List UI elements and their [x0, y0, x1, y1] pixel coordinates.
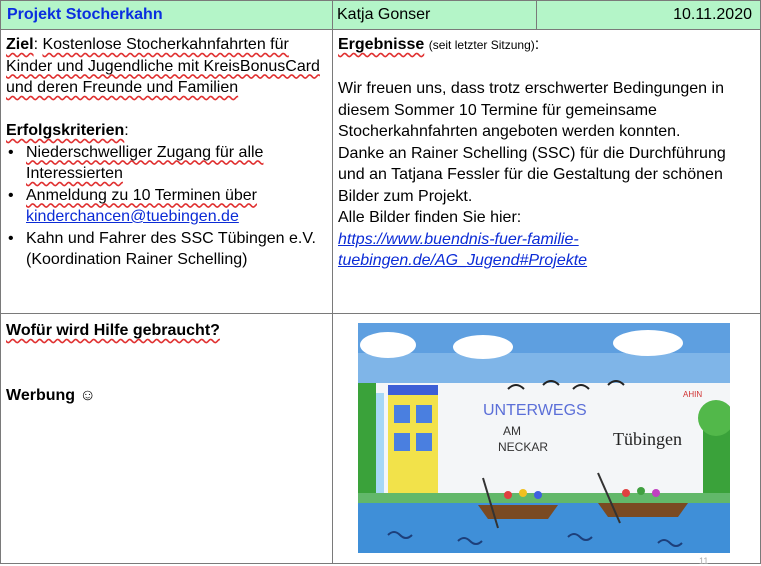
header-row: [1, 1, 761, 30]
project-title: Projekt Stocherkahn: [1, 1, 333, 30]
date: 10.11.2020: [537, 1, 761, 30]
author-name: Katja Gonser: [333, 1, 537, 30]
artwork-wrapper: [333, 314, 760, 553]
cloud-icon: [613, 330, 683, 356]
results-heading: Ergebnisse (seit letzter Sitzung):: [338, 36, 540, 53]
painting-text-1: UNTERWEGS: [483, 402, 587, 419]
goal-cell: [1, 30, 333, 314]
results-paragraph-2: Danke an Rainer Schelling (SSC) für die Durchführung und an Tatjana Fessler für die Gestaltung der schönen Bilder zum Projekt.: [338, 144, 726, 205]
list-item: • Niederschwelliger Zugang für alle Interessierten: [6, 142, 328, 185]
criteria-list: [6, 142, 328, 271]
criteria-label: Erfolgskriterien: [6, 122, 125, 139]
painting-text-2: AM: [503, 424, 521, 438]
results-paragraph-1: Wir freuen uns, dass trotz erschwerter Bedingungen in diesem Sommer 10 Termine für gemeinsame Stocherkahnfahrten angeboten werden konnten.: [338, 80, 724, 140]
content-row: [1, 30, 761, 314]
gallery-link[interactable]: https://www.buendnis-fuer-familie-tuebingen.de/AG_Jugend#Projekte: [338, 230, 588, 269]
painting-svg: [358, 323, 730, 553]
list-item: • Anmeldung zu 10 Terminen über kinderchancen@tuebingen.de: [6, 185, 328, 228]
boat-icon: [478, 505, 558, 519]
painting-text-3: NECKAR: [498, 440, 549, 454]
bottom-row: [1, 314, 761, 564]
results-paragraph-3: Alle Bilder finden Sie hier:: [338, 209, 522, 226]
child-painting-image: [358, 323, 730, 553]
painting-text-city: Tübingen: [613, 429, 682, 449]
page-number: 11: [699, 556, 709, 566]
goal-paragraph: Ziel: Kostenlose Stocherkahnfahrten für Kinder und Jugendliche mit KreisBonusCard und deren Freunde und Familien: [6, 36, 320, 96]
email-link[interactable]: kinderchancen@tuebingen.de: [26, 208, 239, 225]
help-cell: [1, 314, 333, 564]
painting-signature: AHIN: [683, 390, 703, 399]
criteria-heading: Erfolgskriterien:: [6, 122, 129, 139]
results-cell: [333, 30, 761, 314]
cloud-icon: [453, 335, 513, 359]
cloud-icon: [360, 332, 416, 358]
help-answer: Werbung ☺: [6, 386, 96, 404]
goal-label: Ziel: [6, 36, 34, 53]
help-question: Wofür wird Hilfe gebraucht?: [6, 322, 220, 339]
list-item: • Kahn und Fahrer des SSC Tübingen e.V. (Koordination Rainer Schelling): [6, 228, 328, 271]
results-label: Ergebnisse: [338, 36, 425, 53]
image-cell: [333, 314, 761, 564]
goal-text: Kostenlose Stocherkahnfahrten für Kinder und Jugendliche mit KreisBonusCard und deren Freunde und Familien: [6, 36, 320, 96]
results-sublabel: (seit letzter Sitzung): [428, 38, 535, 52]
